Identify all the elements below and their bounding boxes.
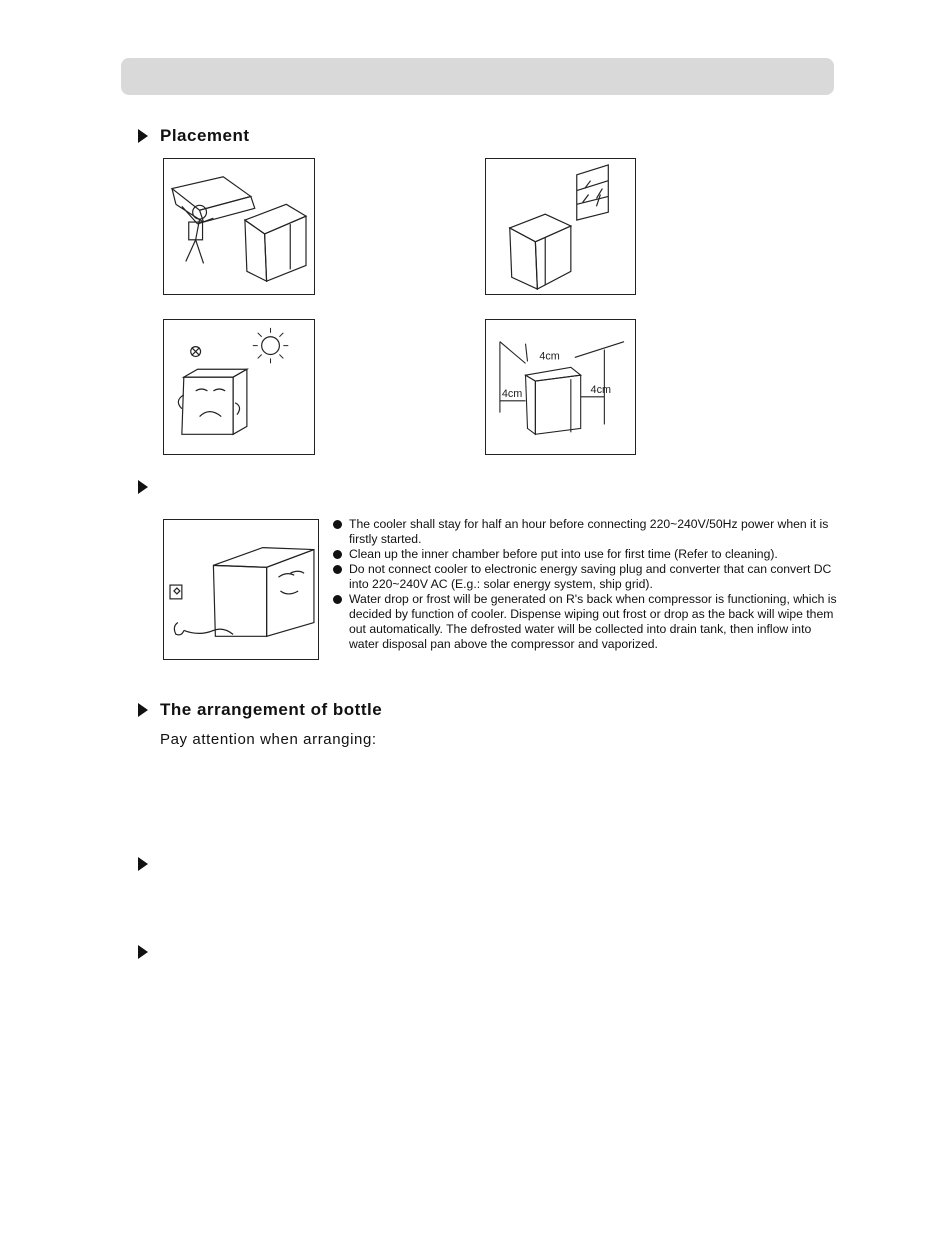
header-bar	[121, 58, 834, 95]
clearance-label-right: 4cm	[590, 383, 612, 396]
section-title-arrangement: The arrangement of bottle	[160, 700, 383, 719]
clearance-diagram-icon	[485, 319, 636, 455]
clearance-label-top: 4cm	[539, 350, 560, 363]
section-arrow-icon	[138, 129, 148, 143]
arrangement-subtitle: Pay attention when arranging:	[160, 731, 377, 748]
person-carrying-box-icon	[163, 158, 315, 295]
note-item: Do not connect cooler to electronic energy saving plug and converter that can convert DC into 220~240V AC (E.g.: solar energy system, ship grid).	[333, 562, 843, 592]
cooler-power-plug-icon	[163, 519, 319, 660]
notes-list	[333, 517, 843, 652]
section-arrow-icon	[138, 945, 148, 959]
note-item: The cooler shall stay for half an hour before connecting 220~240V/50Hz power when it is firstly started.	[333, 517, 843, 547]
section-title-placement: Placement	[160, 126, 250, 145]
section-arrow-icon	[138, 480, 148, 494]
note-item: Clean up the inner chamber before put into use for first time (Refer to cleaning).	[333, 547, 843, 562]
sun-heat-warning-icon	[163, 319, 315, 455]
cooler-near-window-icon	[485, 158, 636, 295]
section-arrow-icon	[138, 857, 148, 871]
clearance-label-left: 4cm	[501, 387, 523, 400]
note-item: Water drop or frost will be generated on R's back when compressor is functioning, which is decided by function of cooler. Dispense wiping out frost or drop as the back will wipe them out automatically. The defrosted water will be collected into drain tank, then inflow into water disposal pan above the compressor and vaporized.	[333, 592, 843, 652]
section-arrow-icon	[138, 703, 148, 717]
